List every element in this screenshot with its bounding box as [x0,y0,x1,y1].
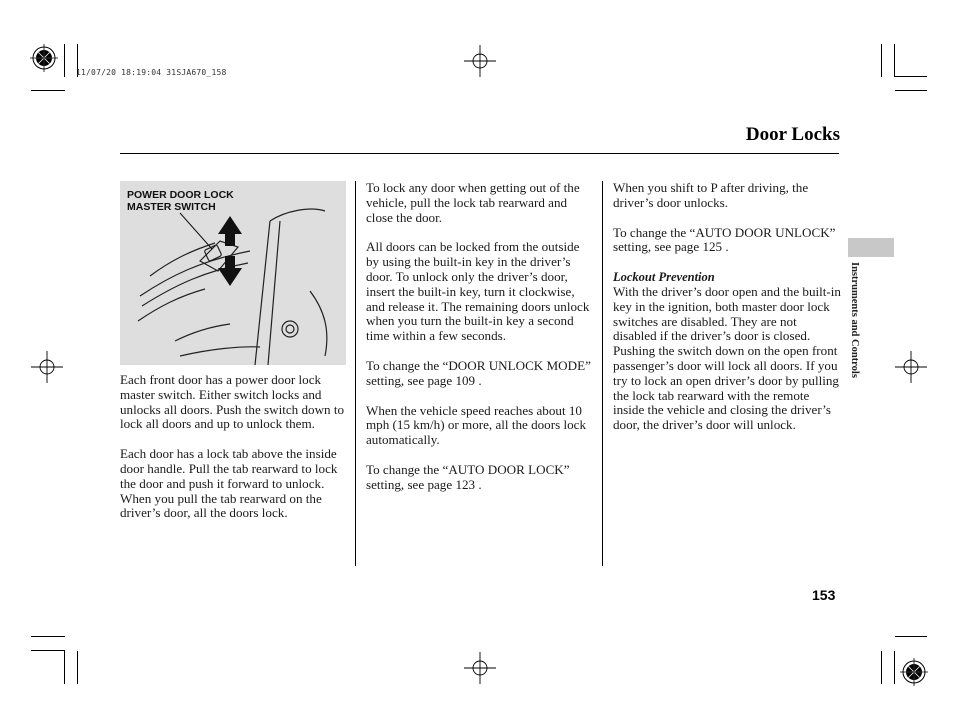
paragraph: To lock any door when getting out of the vehicle, pull the lock tab rearward and close the door. [366,180,580,225]
door-lock-figure [120,181,346,365]
column-3 [613,181,841,433]
page-number: 153 [812,587,836,603]
paragraph: When you shift to P after driving, the driver’s door unlocks. [613,180,809,210]
page-title: Door Locks [745,124,840,145]
print-stamp: 11/07/20 18:19:04 31SJA670_158 [76,68,227,77]
paragraph: To change the “DOOR UNLOCK MODE” setting, see page 109 . [366,357,591,388]
registration-mark-icon [900,658,928,686]
crop-mark [64,44,65,77]
paragraph: All doors can be locked from the outside by using the built-in key in the driver’s door. To unlock only the driver’s door, insert the built-in key, turn it clockwise, and release it. The remaining doors unlock when you turn the built-in key a second time within a few seconds. [366,239,590,344]
crop-mark [895,76,927,77]
figure-label-line: MASTER SWITCH [127,201,216,213]
column-divider [355,181,356,566]
paragraph: With the driver’s door open and the built-in key in the ignition, both master door lock switches are disabled. They are not disabled if the driver’s door is closed. Pushing the switch down on the open front passenger’s door will lock all doors. If you try to lock an open driver’s door by pulling the lock tab rearward with the remote inside the vehicle and closing the driver’s door, the driver’s door will unlock. [613,283,841,433]
figure-label-line: POWER DOOR LOCK [127,189,234,201]
title-rule [120,153,839,154]
crop-mark [881,651,882,684]
crosshair-icon [464,45,496,77]
paragraph: Each front door has a power door lock master switch. Either switch locks and unlocks all doors. Push the switch down to lock all doors and up to unlock them. [120,372,345,432]
crop-mark [64,651,65,684]
crop-mark [894,44,895,77]
column-2 [366,181,594,493]
section-tab-label [848,262,862,407]
registration-mark-icon [30,44,58,72]
crosshair-icon [31,351,63,383]
crop-mark [895,636,927,637]
crop-mark [77,651,78,684]
section-tab-text: Instruments and Controls [849,262,860,378]
crop-mark [881,44,882,77]
column-1 [120,373,348,521]
up-down-arrow-icon [218,216,242,286]
column-divider [602,181,603,566]
paragraph: Each door has a lock tab above the inside door handle. Pull the tab rearward to lock the door and push it forward to unlock. When you pull the tab rearward on the driver’s door, all the doors lock. [120,446,338,521]
crop-mark [31,636,65,637]
crosshair-icon [895,351,927,383]
paragraph: To change the “AUTO DOOR LOCK” setting, see page 123 . [366,461,570,492]
crosshair-icon [464,652,496,684]
crop-mark [31,90,65,91]
crop-mark [31,650,65,651]
paragraph: When the vehicle speed reaches about 10 mph (15 km/h) or more, all the doors lock automatically. [366,402,587,448]
paragraph: To change the “AUTO DOOR UNLOCK” setting, see page 125 . [613,224,836,255]
crop-mark [895,90,927,91]
section-tab [848,238,894,257]
crop-mark [894,651,895,684]
subheading: Lockout Prevention [613,270,715,285]
